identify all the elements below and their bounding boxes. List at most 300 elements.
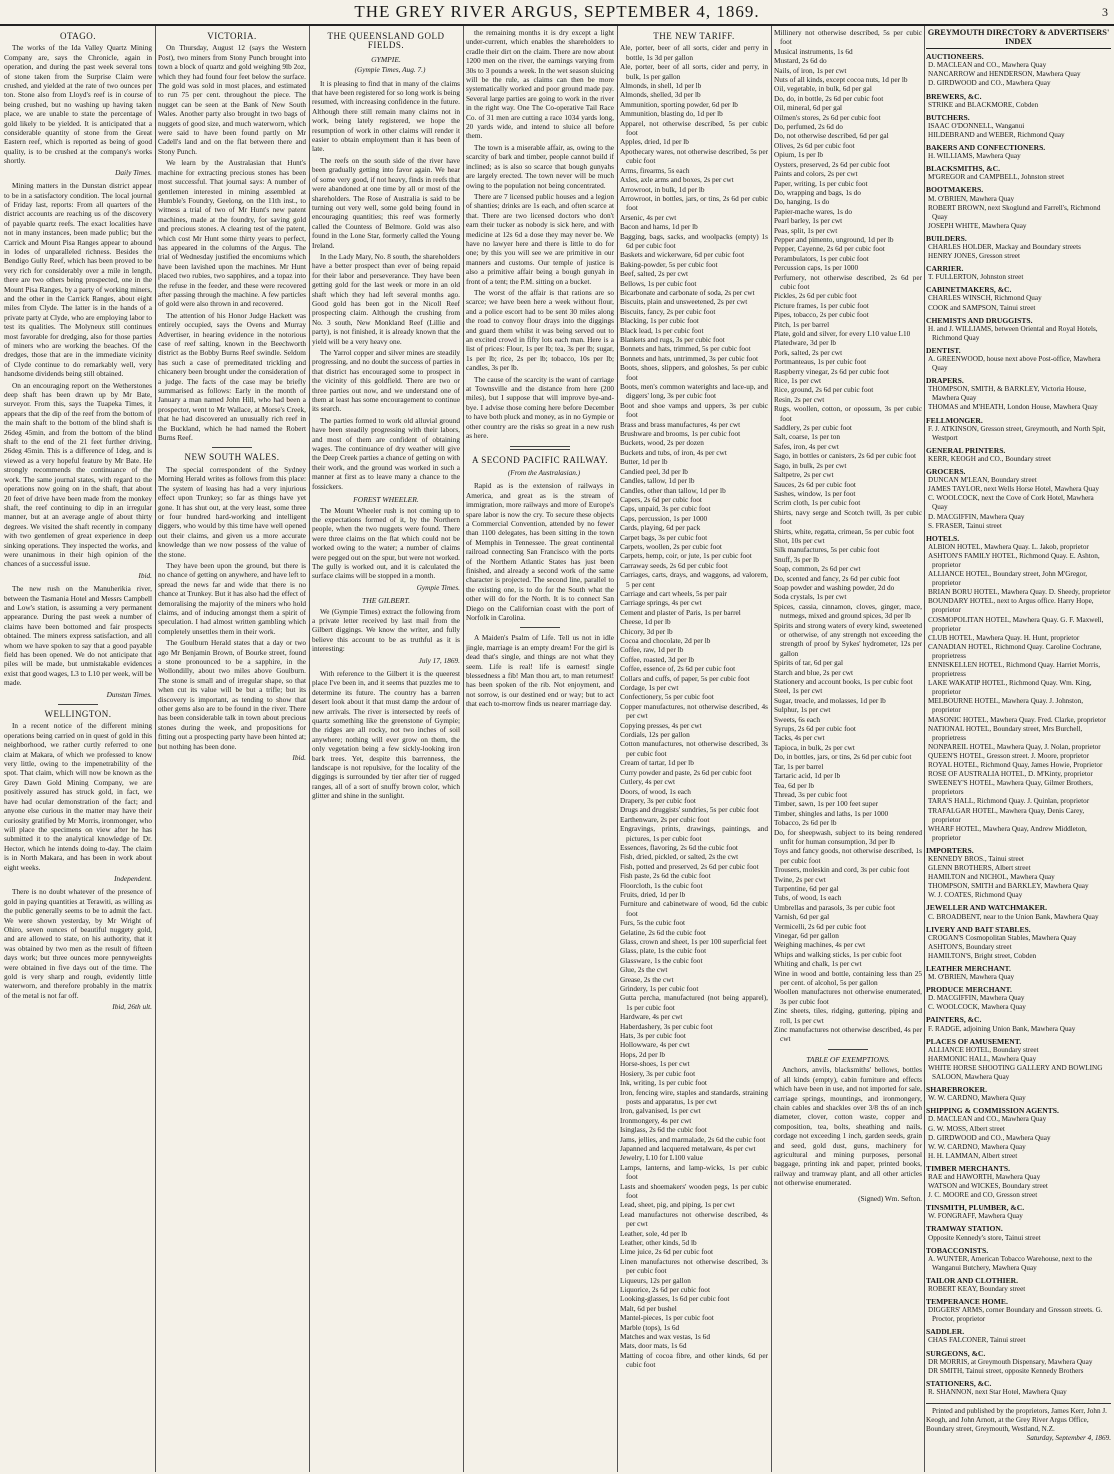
directory-entry: D. MACLEAN and CO., Mawhera Quay — [928, 61, 1047, 70]
article-paragraph: The worst of the affair is that rations are so scarce; we have been here a week without flour, and a police escort had to be sent 30 miles along the road to convoy flour drays into the diggings and guard them whilst it was being served out to an excited crowd in fifty lots each man. Here is a list of prices: Flour, 1s per lb; tea, 3s per lb; sugar, 1s per lb; rice, 2s per lb; tobacco, 10s per lb; candles, 3s per lb. — [466, 287, 614, 373]
tariff-item: Iron, fencing wire, staples and standards, straining posts and apparatus, 1s per cwt — [620, 1087, 768, 1106]
tariff-item: Millinery not otherwise described, 5s per cubic foot — [774, 28, 922, 47]
directory-entry: LAKE WAKATIP HOTEL, Richmond Quay. Wm. King, proprietor — [928, 679, 1092, 697]
article-paragraph: A Maiden's Psalm of Life. Tell us not in idle jingle, marriage is an empty dream! For the girl is dead that's single, and things are not what they seem. Life is real! life is earnest! single blessedness a fib! Man thou art, to man returnest! has been spoken of the rib. Not enjoyment, and not sorrow, is our destined end or way; but to act that each to-morrow finds us nearer marriage day. — [466, 633, 614, 709]
directory-category: BUILDERS. — [926, 233, 967, 243]
tariff-item: Carpets, hemp, coir, or jute, 1s per cubic foot — [620, 551, 752, 561]
tariff-item: Shirts, navy serge and Scotch twill, 3s per cubic foot — [774, 507, 922, 527]
tariff-item: Oil, vegetable, in bulk, 6d per gal — [774, 84, 872, 94]
column-3 — [312, 28, 460, 1472]
tariff-item: Ale, porter, beer of all sorts, cider and perry in bottle, 1s 3d per gallon — [620, 43, 768, 62]
tariff-item: Pepper, Cayenne, 2s 6d per cubic foot — [774, 244, 885, 254]
article-paragraph: The Mount Wheeler rush is not coming up to the expectations formed of it, by the Northern people, when the two nuggets were found. There were three claims on the flat which could not be worked owing to the water; a number of claims were pegged out on the spur, but were not worked. The gully is worked out, and it is calculated the surface claims will be stopped in a month. — [312, 505, 460, 581]
directory-entry: SWEENEY'S HOTEL, Mawhera Quay, Gilmer Brothers, proprietors — [928, 779, 1093, 797]
tariff-item: Leather, other kinds, 5d lb — [620, 1238, 697, 1247]
tariff-item: Hops, 2d per lb — [620, 1049, 665, 1059]
directory-entry: C. WOOLCOCK, Mawhera Quay — [928, 1003, 1026, 1012]
directory-entry: JOSEPH WHITE, Mawhera Quay — [928, 221, 1027, 230]
tariff-item: Isinglass, 2s 6d the cubic foot — [620, 1125, 707, 1135]
directory-category: DRAPERS. — [926, 376, 964, 386]
article-paragraph: The special correspondent of the Sydney Morning Herald writes as follows from this place: The system of leasing has had a very injurious effect upon Trunkey; so far as things have yet gone. It has shut out, at the very least, some three or four hundred hard-working and intelligent diggers, who would by this time have well opened out their claims, and given us a more accurate knowledge than we now possess of the value of the stone. — [158, 464, 306, 559]
directory-entry: ASHTON'S, Boundary street — [928, 942, 1012, 951]
imprint-date: Saturday, September 4, 1869. — [1026, 1434, 1111, 1443]
tariff-item: Baking-powder, 5s per cubic foot — [620, 259, 718, 269]
tariff-item: Pipes, tobacco, 2s per cubic foot — [774, 310, 869, 320]
column-rule — [617, 26, 618, 1472]
tariff-item: Looking-glasses, 1s 6d per cubic foot — [620, 1294, 730, 1304]
tariff-item: Sugar, treacle, and molasses, 1d per lb — [774, 695, 886, 705]
article-paragraph: In the Lady Mary, No. 8 south, the shareholders have a better prospect than ever of being repaid for their labor and perseverance. They have been getting gold for the last week or more in an old shaft which they had left several months ago. Good gold has been got in the Nicoll Reef prospecting claim. Although the crushing from No. 3 south, New Monkland Reef (Lillie and party), is not finished, it is already known that the yield will be a very heavy one. — [312, 251, 460, 346]
directory-entry: HAMILTON'S, Bright street, Cobden — [928, 951, 1037, 960]
tariff-item: Iron, galvanised, 1s per cwt — [620, 1106, 701, 1116]
directory-entry: M. O'BRIEN, Mawhera Quay — [928, 973, 1015, 982]
tariff-item: Pepper and pimento, unground, 1d per lb — [774, 234, 894, 244]
tariff-item: Ammunition, sporting powder, 6d per lb — [620, 99, 738, 109]
tariff-item: Glassware, 1s the cubic foot — [620, 955, 703, 965]
tariff-item: Buckets and tubs, of iron, 4s per cwt — [620, 447, 727, 457]
tariff-item: Tapioca, in bulk, 2s per cwt — [774, 742, 855, 752]
tariff-item: Chicory, 3d per lb — [620, 626, 673, 636]
column-4 — [466, 28, 614, 1472]
tariff-item: Beef, salted, 2s per cwt — [620, 269, 689, 279]
imprint — [926, 1403, 1111, 1443]
tariff-item: Almonds, shelled, 3d per lb — [620, 90, 701, 100]
tariff-item: Liqueurs, 12s per gallon — [620, 1275, 691, 1285]
tariff-item: Arms, firearms, 5s each — [620, 165, 690, 175]
directory-entry: DIGGERS' ARMS, corner Boundary and Gresson streets. G. Proctor, proprietor — [928, 1306, 1103, 1324]
section-heading-new-tariff: THE NEW TARIFF. — [653, 31, 735, 41]
column-rule — [924, 26, 925, 1472]
directory-entry: THOMAS and M'HEATH, London House, Mawhera Quay — [928, 403, 1098, 412]
article-paragraph: The parties formed to work old alluvial ground have been steadily progressing with their labors, and most of them are confident of obtaining wages. The continuance of dry weather will give the Deep Creek parties a chance of getting on with their work, and the ground was worked in such a manner at first as to leave many a chance to the fossickers. — [312, 415, 460, 491]
section-heading-nsw: NEW SOUTH WALES. — [184, 452, 280, 463]
tariff-item: Syrups, 2s 6d per cubic foot — [774, 724, 856, 734]
tariff-item: Copying presses, 4s per cwt — [620, 720, 702, 730]
directory-category: LEATHER MERCHANT. — [926, 964, 1011, 973]
directory-category: TEMPERANCE HOME. — [926, 1297, 1008, 1307]
column-rule — [463, 26, 464, 1472]
directory-category: BOOTMAKERS. — [926, 185, 984, 195]
tariff-item: Spirits and strong waters of every kind, sweetened or otherwise, of any strength not exceeding the strength of proof by Sykes' hydrometer, 12s per gallon — [774, 620, 922, 658]
tariff-item: Butter, 1d per lb — [620, 457, 668, 467]
directory-category: SHAREBROKER. — [926, 1085, 987, 1095]
exemptions-paragraph: Anchors, anvils, blacksmiths' bellows, bottles of all kinds (empty), cabin furniture and effects which have been in use, and not imported for sale, carriage springs, mountings, and ironmongery, chain cables and shackles over 3/8 ths of an inch diameter, clover, cotton waste, copper and composition, tea, bolts, sheathing and nails, cordage not exceeding 1 inch, garden seeds, grain and seed, gold dust, guns, machinery for agricultural and mining purposes, personal baggage, printing ink and paper, printed books, railway and tramway plant, and all other articles not otherwise enumerated. — [774, 1065, 922, 1188]
directory-entry: GLENN BROTHERS, Albert street — [928, 864, 1031, 873]
directory-entry: MELBOURNE HOTEL, Mawhera Quay. J. Johnston, proprietor — [928, 697, 1084, 715]
tariff-item: Cement and plaster of Paris, 1s per barrel — [620, 607, 741, 617]
tariff-item: Do, not otherwise described, 6d per gal — [774, 131, 889, 141]
section-heading-pacific-railway: A SECOND PACIFIC RAILWAY. — [471, 455, 609, 466]
tariff-item: Musical instruments, 1s 6d — [774, 46, 853, 56]
divider — [828, 1049, 868, 1050]
directory-category: GENERAL PRINTERS. — [926, 445, 1006, 455]
tariff-item: Ink, writing, 1s per cubic foot — [620, 1078, 707, 1088]
article-source: Ibid. — [138, 570, 152, 580]
directory-entry: W. FONGRAFF, Mawhera Quay — [928, 1212, 1023, 1221]
tariff-item: Carriage springs, 4s per cwt — [620, 598, 702, 608]
tariff-item: Sauces, 2s 6d per cubic foot — [774, 479, 856, 489]
tariff-item: Black lead, 1s per cubic foot — [620, 325, 704, 335]
divider — [58, 704, 98, 705]
tariff-item: Drapery, 3s per cubic foot — [620, 795, 696, 805]
directory-entry: T. FULLERTON, Johnston street — [928, 273, 1024, 282]
directory-entry: NANCARROW and HENDERSON, Mawhera Quay — [928, 70, 1081, 79]
tariff-item: Toys and fancy goods, not otherwise described, 1s per cubic foot — [774, 846, 922, 865]
tariff-item: Bicarbonate and carbonate of soda, 2s per cwt — [620, 287, 755, 297]
tariff-item: Carriages, carts, drays, and waggons, ad valorem, 5 per cent — [620, 570, 768, 589]
tariff-item: Fish, potted and preserved, 2s 6d per cubic foot — [620, 861, 759, 871]
article-paragraph: Mining matters in the Dunstan district appear to be in a satisfactory condition. The local journal of Friday last, reports: From all quarters of the district accounts are reaching us of the discovery of payable quartz reefs. The exact localities have not in many instances, been made public; but the Carrick and Mount Pisa Ranges appear to abound in lodes of unparalleled richness. Besides the Bendigo Gully Reef, which has been proved to be very rich for considerably over a mile in length, there are two others being prospected, one in the Mount Pisa Ranges, by a party of working miners, and the other in the Carrick Ranges, about eight miles from Clyde. The latter is in the hands of a private party at Clyde, who are employing labor to test its qualities. The Molyneux still continues most favorable for dredging, also for those parties of miners who are working the beaches. Of the dredges, those that are in the immediate vicinity of Clyde continue to do remarkably well, very handsome dividends being still obtained. — [4, 181, 152, 379]
tariff-item: Tubs, of wood, 1s each — [774, 893, 842, 903]
tariff-item: Grindery, 1s per cubic foot — [620, 984, 699, 994]
section-heading-victoria: VICTORIA. — [207, 31, 257, 41]
article-source: Ibid. — [292, 753, 306, 763]
directory-category: PLACES OF AMUSEMENT. — [926, 1036, 1022, 1046]
tariff-item: Apples, dried, 1d per lb — [620, 137, 689, 147]
tariff-item: Whips and walking sticks, 1s per cubic foot — [774, 949, 902, 959]
directory-entry: NONPAREIL HOTEL, Mawhera Quay, J. Nolan, proprietor — [928, 742, 1101, 751]
directory-entry: G. W. MOSS, Albert street — [928, 1124, 1005, 1133]
tariff-item: Lead manufactures not otherwise described, 4s per cwt — [620, 1209, 768, 1229]
directory-category: TINSMITH, PLUMBER, &C. — [926, 1203, 1025, 1213]
tariff-item: Haberdashery, 3s per cubic foot — [620, 1021, 713, 1031]
tariff-item: Collars and cuffs, of paper, 5s per cubic foot — [620, 673, 750, 683]
directory-entry: ALLIANCE HOTEL, Boundary street — [928, 1045, 1039, 1054]
tariff-item: Twine, 2s per cwt — [774, 874, 826, 884]
directory-category: LIVERY AND BAIT STABLES. — [926, 924, 1031, 934]
tariff-item: Caps, percussion, 1s per 1000 — [620, 513, 708, 523]
directory-entry: A. GREENWOOD, house next above Post-office, Mawhera Quay — [928, 355, 1101, 373]
directory-entry: C. WOOLCOCK, next the Cove of Cork Hotel, Mawhera Quay — [928, 494, 1094, 512]
tariff-item: Candles, other than tallow, 1d per lb — [620, 485, 726, 495]
directory-entry: STRIKE and BLACKMORE, Cobden — [928, 100, 1039, 109]
tariff-item: Essences, flavoring, 2s 6d the cubic foot — [620, 842, 738, 852]
imprint-text: Printed and published by the proprietors, James Kerr, John J. Keogh, and John Arnott, at the Grey River Argus Office, Boundary street, Greymouth, Westland, N.Z. — [926, 1407, 1107, 1434]
tariff-item: Cards, playing, 6d per pack — [620, 523, 701, 533]
tariff-item: Rugs, woollen, cotton, or opossum, 3s per cubic foot — [774, 404, 922, 423]
tariff-item: Cotton manufactures, not otherwise described, 3s per cubic foot — [620, 739, 768, 758]
directory-entry: H. and J. WILLIAMS, between Oriental and Royal Hotels, Richmond Quay — [928, 324, 1098, 342]
directory-category: PAINTERS, &C. — [926, 1015, 982, 1025]
tariff-item: Rice, ground, 2s 6d per cubic foot — [774, 385, 874, 395]
directory-entry: F. J. ATKINSON, Gresson street, Greymouth, and North Spit, Westport — [928, 424, 1106, 442]
directory-entry: Opposite Kennedy's store, Tainui street — [928, 1233, 1041, 1242]
directory-entry: J. C. MOORE and CO, Gresson street — [928, 1191, 1038, 1200]
tariff-item: Shirts, white, regatta, crimean, 5s per cubic foot — [774, 526, 915, 536]
directory-entry: JAMES TAYLOR, next Wells Horse Hotel, Mawhera Quay — [928, 485, 1099, 494]
directory-entry: W. J. COATES, Richmond Quay — [928, 891, 1023, 900]
tariff-item: Weighing machines, 4s per cwt — [774, 940, 866, 950]
article-source: Gympie Times. — [416, 582, 460, 592]
tariff-item: Boot and shoe vamps and uppers, 3s per cubic foot — [620, 400, 768, 420]
tariff-item: Bonnets and hats, untrimmed, 3s per cubic foot — [620, 353, 759, 363]
tariff-item: Mustard, 2s 6d do — [774, 56, 827, 66]
tariff-item: Drugs and druggists' sundries, 5s per cubic foot — [620, 805, 759, 815]
tariff-item: Copper manufactures, not otherwise described, 4s per cwt — [620, 701, 768, 721]
column-1 — [4, 28, 152, 1472]
directory-entry: CHARLES HOLDER, Mackay and Boundary streets — [928, 242, 1081, 251]
directory-entry: CANADIAN HOTEL, Richmond Quay. Caroline Cochrane, proprietress — [928, 642, 1102, 660]
tariff-item: Matches and wax vestas, 1s 6d — [620, 1332, 710, 1342]
directory-entry: HAMILTON and NICHOL, Mawhera Quay — [928, 873, 1055, 882]
tariff-item: Opium, 1s per lb — [774, 150, 824, 160]
tariff-item: Shot, 10s per cwt — [774, 535, 825, 545]
directory-category: FELLMONGER. — [926, 415, 983, 425]
tariff-item: Sago, in bulk, 2s per cwt — [774, 460, 847, 470]
tariff-item: Do, in bottles, jars, or tins, 2s 6d per cubic foot — [774, 752, 912, 762]
directory-entry: D. GIRDWOOD and CO., Mawhera Quay — [928, 79, 1051, 88]
tariff-item: Bonnets and hats, trimmed, 5s per cubic foot — [620, 344, 751, 354]
directory-title: GREYMOUTH DIRECTORY & ADVERTISERS' INDEX — [926, 28, 1111, 49]
directory-entry: CROGAN'S Cosmopolitan Stables, Mawhera Quay — [928, 933, 1077, 942]
article-source: Daily Times. — [115, 167, 152, 177]
tariff-item: Picture frames, 1s per cubic foot — [774, 300, 869, 310]
directory-category: TAILOR AND CLOTHIER. — [926, 1275, 1019, 1285]
directory-category: SHIPPING & COMMISSION AGENTS. — [926, 1106, 1059, 1116]
tariff-item: Arrowroot, in bulk, 1d per lb — [620, 184, 705, 194]
directory-entry: TARA'S HALL, Richmond Quay. J. Quinlan, proprietor — [928, 797, 1090, 806]
tariff-item: Soap, common, 2s 6d per cwt — [774, 564, 861, 574]
tariff-item: Gelatine, 2s 6d the cubic foot — [620, 927, 706, 937]
article-paragraph: In a recent notice of the different mining operations being carried on in quest of gold in this neighborhood, we rather curtly referred to one claim at Makara, of which we professed to know very little, owing to the impenetrability of the spot. That claim, which will now be known as the Grey Dawn Gold Mining Company, we are positively assured has struck gold, in fact, we have had ocular demonstration of the fact; and anyone else curious in the matter may have their curiosity gratified by Mr Morris, ironmonger, who will place the specimens on view after he has submitted it to the analytical knowledge of Dr. Hector, which he intends doing to-day. The claim is in North Makara, and has been in work about eight weeks. — [4, 721, 152, 872]
tariff-item: Hosiery, 3s per cubic foot — [620, 1068, 696, 1078]
tariff-item: Do, hanging, 1s do — [774, 197, 830, 207]
article-paragraph: On Thursday, August 12 (says the Western Post), two miners from Stony Punch brought into town a block of quartz and gold weighing 9lb 2oz, which they had found four feet below the surface. The gold was sold in most places, and estimated to run 75 per cent. throughout the piece. The nugget can be seen at the Bank of New South Wales. Another party also brought in two bags of nuggets of good size, and much waterworn, which were said to have been found partly on Mr Cadell's land and on the flat between there and Stony Punch. — [158, 43, 306, 156]
tariff-item: Biscuits, plain and unsweetened, 2s per cwt — [620, 297, 748, 307]
tariff-item: Furs, 5s the cubic foot — [620, 918, 686, 928]
directory-category: SURGEONS, &C. — [926, 1348, 986, 1358]
article-source: Dunstan Times. — [106, 689, 152, 699]
tariff-item: Hollowware, 4s per cwt — [620, 1040, 690, 1050]
tariff-item: Starch and blue, 2s per cwt — [774, 667, 854, 677]
tariff-item: Spirits of tar, 6d per gal — [774, 658, 844, 668]
directory-category: TOBACCONISTS. — [926, 1245, 989, 1255]
tariff-item: Safes, iron, 4s per cwt — [774, 441, 839, 451]
article-paragraph: The reefs on the south side of the river have been gradually getting into favor again. We hear of some very good, if not heavy, finds in reefs that were abandoned at one time by all or most of the shareholders. The Rose of Australia is said to be turning out very well, some gold being found in encouraging quantities; this reef was formerly called the Countess of Belmore. Gold was also found in the Lone Star, formerly called the Young Ireland. — [312, 155, 460, 250]
column-rule — [309, 26, 310, 1472]
tariff-item: Boots, shoes, slippers, and goloshes, 5s per cubic foot — [620, 363, 768, 382]
tariff-item: Ammunition, blasting do, 1d per lb — [620, 109, 723, 119]
tariff-item: Jewelry, L10 for L100 value — [620, 1153, 703, 1163]
divider — [510, 446, 570, 450]
section-heading-otago: OTAGO. — [59, 31, 97, 41]
tariff-item: Raspberry vinegar, 2s 6d per cubic foot — [774, 366, 890, 376]
tariff-item: Zinc sheets, tiles, ridging, guttering, piping and roll, 1s per cwt — [774, 1006, 922, 1025]
tariff-item: Coffee, raw, 1d per lb — [620, 645, 684, 655]
article-paragraph: The town is a miserable affair, as, owing to the scarcity of bark and timber, people cannot build if inclined; as is also so scarce that bough gunyahs are largely erected. The town never will be much owing to the population not being concentrated. — [466, 142, 614, 190]
column-2 — [158, 28, 306, 1472]
tariff-item: Do, scented and fancy, 2s 6d per cubic foot — [774, 573, 900, 583]
directory-list — [926, 52, 1111, 1397]
directory-category: AUCTIONEERS. — [926, 52, 984, 62]
directory-entry: R. SHANNON, next Star Hotel, Mawhera Quay — [928, 1387, 1067, 1396]
directory-entry: HENRY JONES, Gresson street — [928, 252, 1020, 261]
tariff-item: Ironmongery, 4s per cwt — [620, 1115, 692, 1125]
tariff-item: Percussion caps, 1s per 1000 — [774, 263, 859, 273]
directory-entry: H. WILLIAMS, Mawhera Quay — [928, 152, 1021, 161]
directory-entry: A. WUNTER, American Tobacco Warehouse, next to the Wanganui Butchery, Mawhera Quay — [928, 1254, 1093, 1272]
tariff-item: Japanned and lacquered metalware, 4s per cwt — [620, 1143, 756, 1153]
tariff-item: Carpet bags, 3s per cubic foot — [620, 532, 708, 542]
tariff-item: Sweets, 6s each — [774, 714, 820, 724]
article-paragraph: The attention of his Honor Judge Hackett was entirely occupied, says the Ovens and Murray Advertiser, in hearing evidence in the notorious case of reef salting, known in the Beechworth district as the Bobby Burns Reef swindle. Seldom has such a case of premeditated trickling and chicanery been brought under the consideration of a judge. The facts of the case may be briefly summarised as follows: Early in the month of January a man named John Hill, who had been a prospector, went to Mr Wallace, at Morse's Creek, that he had discovered an unusually rich reef in the Buckland, which he had named the Robert Burns Reef. — [158, 310, 306, 443]
tariff-item: Ale, porter, beer of all sorts, cider and perry, in bulk, 1s per gallon — [620, 62, 768, 81]
tariff-item: Do, do, in bottle, 2s 6d per cubic foot — [774, 93, 884, 103]
directory-entry: WHARF HOTEL, Mawhera Quay, Andrew Middleton, proprietor — [928, 824, 1087, 842]
tariff-item: Sashes, window, 1s per foot — [774, 488, 856, 498]
tariff-item: Plate, gold and silver, for every L10 value L10 — [774, 329, 911, 338]
directory-entry: D. MACGIFFIN, Mawhera Quay — [928, 512, 1025, 521]
article-paragraph: The Goulburn Herald states that a day or two ago Mr Benjamin Brown, of Bourke street, found a stone pronounced to be a sapphire, in the Wollondilly, about two miles above Goulburn. The stone is small and of irregular shape, so that when cut its value will be but a trifle; but its discovery is important, as tending to show that other gems also are to be found in the river. There has been considerable talk in town about precious stones during the week, and propositions for fitting out a prospecting party have been hinted at; but nothing has been done. — [158, 638, 306, 751]
tariff-item: Cocoa and chocolate, 2d per lb — [620, 636, 711, 645]
tariff-item: Carriage and cart wheels, 5s per pair — [620, 588, 727, 598]
tariff-item: Perfumery, not otherwise described, 2s 6d per cubic foot — [774, 272, 922, 291]
directory-entry: BOUNDARY HOTEL, next to Argus office. Harry Hope, proprietor — [928, 597, 1094, 615]
article-paragraph: With reference to the Gilbert it is the queerest place I've been in, and it seems that puzzles me to determine its future. The country has a barren desert look about it that must damp the ardour of new arrivals. The river is intersected by reefs of quartz something like the greenstone of Gympie; the ridges are all rocky, not two inches of soil anywhere; nothing will ever grow on them, the only vegetation being a few sickly-looking iron bark trees. Yet, despite this barrenness, the landscape is not repulsive, for the locality of the diggings is surrounded by tier after tier of rugged ranges, all of a sort of snuffy brown color, which glitter and shine in the sunlight. — [312, 669, 460, 801]
tariff-item: Floorcloth, 1s the cubic foot — [620, 880, 703, 890]
directory-entry: ISAAC O'DONNELL, Wanganui — [928, 121, 1025, 130]
tariff-item: Lamps, lanterns, and lamp-wicks, 1s per cubic foot — [620, 1162, 768, 1182]
tariff-item: Fish paste, 2s 6d the cubic foot — [620, 871, 711, 881]
tariff-item: Blacking, 1s per cubic foot — [620, 316, 699, 326]
tariff-item: Tartaric acid, 1d per lb — [774, 771, 841, 781]
tariff-item: Umbrellas and parasols, 3s per cubic foot — [774, 902, 895, 912]
tariff-item: Do, perfumed, 2s 6d do — [774, 122, 843, 132]
tariff-item: Silk manufactures, 5s per cubic foot — [774, 545, 880, 555]
tariff-item: Stationery and account books, 1s per cubic foot — [774, 677, 913, 687]
tariff-item: Tar, 1s per barrel — [774, 761, 824, 771]
tariff-item: Do, wrapping and bags, 1s do — [774, 187, 861, 197]
directory-entry: CLUB HOTEL, Mawhera Quay. H. Hunt, proprietor — [928, 633, 1080, 642]
directory-entry: W. W. CARDNO, Mawhera Quay — [928, 1142, 1026, 1151]
tariff-item: Perambulators, 1s per cubic foot — [774, 253, 869, 263]
tariff-item: Carraway seeds, 2s 6d per cubic foot — [620, 560, 728, 570]
tariff-item: Woollen manufactures not otherwise enumerated, 3s per cubic foot — [774, 987, 922, 1006]
article-paragraph: The Yarrol copper and silver mines are steadily progressing, and no doubt the success of parties in that district has encouraged some to prospect in the vicinity of this goldfield. There are two or three parties out now, and we understand one of them at least has some encouragement to continue its search. — [312, 348, 460, 414]
tariff-item: Grease, 2s the cwt — [620, 974, 674, 984]
tariff-item: Scrim cloth, 1s per cubic foot — [774, 498, 861, 508]
tariff-item: Almonds, in shell, 1d per lb — [620, 81, 702, 91]
tariff-item: Engravings, prints, drawings, paintings, and pictures, 1s per cubic foot — [620, 824, 768, 843]
directory-entry: COSMOPOLITAN HOTEL, Mawhera Quay. G. F. Maxwell, proprietor — [928, 615, 1104, 633]
tariff-item: Glass, plate, 1s the cubic foot — [620, 946, 707, 956]
tariff-item: Cordage, 1s per cwt — [620, 683, 679, 693]
directory-entry: D. GIRDWOOD and CO., Mawhera Quay — [928, 1133, 1051, 1142]
directory-entry: ALLIANCE HOTEL, Boundary street, John M'Gregor, proprietor — [928, 570, 1088, 588]
directory-entry: F. RADGE, adjoining Union Bank, Mawhera Quay — [928, 1024, 1076, 1033]
tariff-item: Carpets, woollen, 2s per cubic foot — [620, 541, 722, 551]
tariff-item: Candles, tallow, 1d per lb — [620, 476, 695, 486]
column-rule — [771, 26, 772, 1472]
tariff-item: Boots, men's common waterights and lace-up, and diggers' long, 3s per cubic foot — [620, 382, 768, 401]
article-paragraph: On an encouraging report on the Wetherstones deep shaft has been drawn up by Mr Bate, surveyor. From this, says the Tuapeka Times, it appears that the dip of the reef from the bottom of the main shaft to the bottom of the blind shaft is 26deg 45min, and from the bottom of the blind shaft to the end of the 21 feet further driving, 26deg 45min. This is a difference of 1deg, and is viewed as a very hopeful feature by Mr Bate. He strongly recommends the continuance of the work. The same journal states, with regard to the operations now going on in the shaft, that about 20 feet of drive have been made from the monkey shaft, the reef continuing to dip in an irregular manner, but at an average angle of about thirty degrees. We visited the shaft recently in company with two gentlemen of great experience in deep sinking operations. They inspected the works, and were unanimous in their high opinion of the chances of a successful issue. — [4, 380, 152, 569]
tariff-item: Soda crystals, 1s per cwt — [774, 592, 847, 602]
directory-category: TIMBER MERCHANTS. — [926, 1163, 1010, 1173]
tariff-item: Nuts of all kinds, except cocoa nuts, 1d per lb — [774, 75, 908, 85]
tariff-item: Rice, 1s per cwt — [774, 376, 822, 386]
directory-entry: D. MACGIFFIN, Mawhera Quay — [928, 994, 1025, 1003]
tariff-item: Bacon and hams, 1d per lb — [620, 222, 698, 232]
directory-entry: HARMONIC HALL, Mawhera Quay — [928, 1054, 1037, 1063]
tariff-item: Coffee, essence of, 2s 6d per cubic foot — [620, 664, 736, 674]
directory-entry: S. FRASER, Tainui street — [928, 521, 1002, 530]
tariff-item: Arsenic, 4s per cwt — [620, 212, 677, 222]
tariff-item: Confectionery, 5s per cubic foot — [620, 692, 714, 702]
tariff-item: Papier-mache wares, 1s do — [774, 206, 853, 216]
directory-category: HOTELS. — [926, 533, 960, 543]
directory-entry: BRIAN BORU HOTEL, Mawhera Quay. D. Sheedy, proprietor — [928, 588, 1111, 597]
tariff-item: Brushware and brooms, 1s per cubic foot — [620, 429, 741, 439]
directory-entry: COOK and SAMPSON, Tainui street — [928, 303, 1036, 312]
tariff-item: Trousers, moleskin and cord, 3s per cubic foot — [774, 865, 910, 875]
tariff-item: Lasts and shoemakers' wooden pegs, 1s per cubic foot — [620, 1181, 768, 1200]
directory-entry: CHAS FALCONER, Tainui street — [928, 1336, 1026, 1345]
tariff-item: Vermicelli, 2s 6d per cubic foot — [774, 921, 866, 931]
tariff-item: Apparel, not otherwise described, 5s per cubic foot — [620, 118, 768, 138]
tariff-item: Spices, cassia, cinnamon, cloves, ginger, mace, nutmegs, mixed and ground spices, 3d per lb — [774, 601, 922, 621]
tariff-item: Mantel-pieces, 1s per cubic foot — [620, 1313, 714, 1323]
article-paragraph: The works of the Ida Valley Quartz Mining Company are, says the Chronicle, again in operation, and during the past week several tons of stone taken from the Surprise Claim were crushed, and yielded at the rate of two ounces per ton. Stone also from Lloyd's reef is in course of being crushed, but no washing up having taken place, we are unable to state the percentage of gold likely to be yielded. It is anticipated that a considerable quantity of stone from the Great Eastern reef, which is reported as being of good quality, is to be crushed at the company's works shortly. — [4, 43, 152, 166]
directory-category: IMPORTERS. — [926, 845, 974, 855]
tariff-item: Resin, 2s per cwt — [774, 394, 825, 404]
article-paragraph: the remaining months it is dry except a light under-current, which enables the shareholders to cradle their dirt on the claim. There are now about 1200 men on the river, the earnings varying from 30s to 3 pounds a week. In the wet season sluicing will be the rule, as claims can then be more systematically worked and poor ground made pay. Several large parties are going to work in the river in the right way. One The Co-operative Tail Race Co. of 31 men are cutting a race 1034 yards long, 20 yards wide, and intend to sluice all before them. — [466, 28, 614, 141]
directory-entry: ROBERT KEAY, Boundary street — [928, 1285, 1026, 1293]
directory-entry: WATSON and WICKES, Boundary street — [928, 1182, 1048, 1191]
directory-entry: DUNCAN M'LEAN, Boundary street — [928, 476, 1037, 485]
tariff-item: Cream of tartar, 1d per lb — [620, 758, 694, 768]
section-heading-wellington: WELLINGTON. — [44, 709, 112, 720]
tariff-item: Candied peel, 3d per lb — [620, 466, 688, 476]
tariff-item: Timber, sawn, 1s per 100 feet super — [774, 799, 879, 809]
tariff-item: Sulphur, 1s per cwt — [774, 705, 831, 715]
letter-date: July 17, 1869. — [418, 655, 460, 665]
tariff-item: Cordials, 12s per gallon — [620, 730, 690, 740]
subheading-gilbert: THE GILBERT. — [362, 596, 410, 606]
directory-category: PRODUCE MERCHANT. — [926, 985, 1012, 995]
tariff-item: Snuff, 3s per lb — [774, 554, 819, 564]
tariff-item: Platedware, 3d per lb — [774, 338, 837, 348]
tariff-item: Oysters, preserved, 2s 6d per cubic foot — [774, 159, 890, 169]
tariff-item: Caps, unpaid, 3s per cubic foot — [620, 504, 711, 514]
directory-category: SADDLER. — [926, 1327, 965, 1337]
tariff-item: Tea, 6d per lb — [774, 780, 815, 790]
directory-category: CARRIER. — [926, 264, 964, 274]
article-paragraph: There are 7 licensed public houses and a legion of shanties; drinks are 1s each, and often scarce at that. There are two licensed doctors who don't earn their tucker as nobody is sick here, and with medicine at 12s 6d a dose they may never be. We have no lawyer here and there is little to do for one; by this you will see we are primitive in our manners and customs. Our temple of justice is also a primitive affair being a bough gunyah in front of a tent; the P.M. sitting on a bucket. — [466, 191, 614, 286]
directory-entry: QUEEN'S HOTEL, Gresson street. J. Moore, proprietor — [928, 751, 1089, 760]
tariff-item: Linen manufactures not otherwise described, 3s per cubic foot — [620, 1256, 768, 1276]
article-paragraph: They have been upon the ground, but there is no chance of getting on anywhere, and have left to spread the news far and wide that there is no chance at Trunkey. But it has also had the effect of demoralising the majority of the miners who hold claims, and of inducing amongst them a spirit of speculation. I had almost written gambling which completely unsettles them in their work. — [158, 560, 306, 636]
tariff-item: Portmanteaus, 1s per cubic foot — [774, 357, 867, 367]
tariff-item: Glue, 2s the cwt — [620, 965, 668, 975]
directory-entry: KERR, KEOGH and CO., Boundary street — [928, 454, 1051, 463]
directory-category: STATIONERS, &C. — [926, 1378, 992, 1388]
tariff-item: Axles, axle arms and boxes, 2s per cwt — [620, 175, 734, 185]
tariff-item: Paints and colors, 2s per cwt — [774, 169, 858, 179]
page-number: 3 — [1102, 5, 1108, 19]
column-6-tariff — [774, 28, 922, 1472]
tariff-item: Furniture and cabinetware of wood, 6d the cubic foot — [620, 899, 768, 918]
directory-entry: M. O'BRIEN, Mawhera Quay — [928, 194, 1015, 203]
directory-entry: THOMPSON, SMITH, & BARKLEY, Victoria House, Mawhera Quay — [928, 385, 1087, 403]
tariff-item: Bellows, 1s per cubic foot — [620, 278, 697, 288]
tariff-item: Earthenware, 2s per cubic foot — [620, 814, 710, 824]
directory-entry: RAE and HAWORTH, Mawhera Quay — [928, 1172, 1041, 1181]
directory-entry: ROYAL HOTEL, Richmond Quay, James Howie, Proprietor — [928, 761, 1103, 770]
subheading-gympie: GYMPIE. — [371, 54, 401, 64]
tariff-item: Fish, dried, pickled, or salted, 2s the cwt — [620, 852, 739, 862]
tariff-item: Pearl barley, 1s per cwt — [774, 216, 843, 226]
directory-category: TRAMWAY STATION. — [926, 1224, 1003, 1234]
